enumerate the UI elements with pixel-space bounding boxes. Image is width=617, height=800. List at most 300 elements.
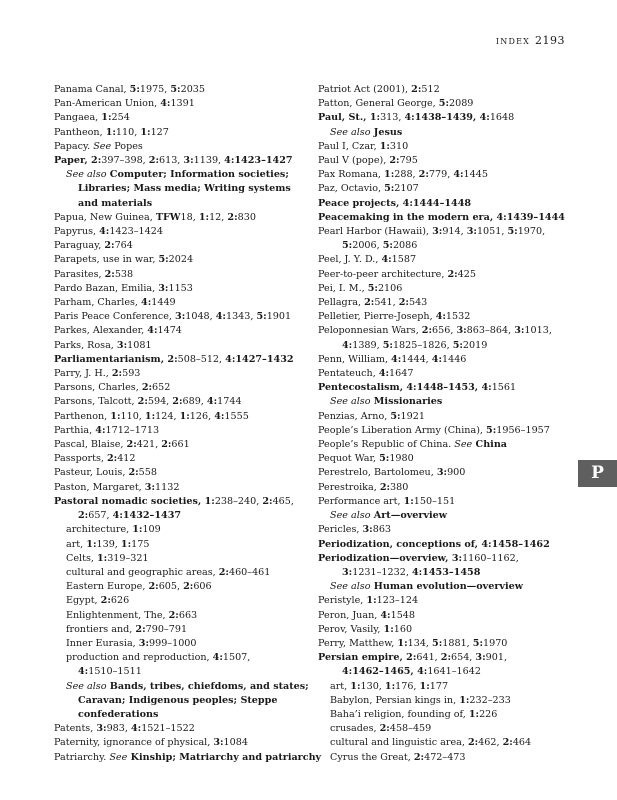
index-entry bbox=[318, 154, 568, 168]
index-entry bbox=[54, 83, 312, 97]
entry-text: 1160–1162, bbox=[462, 552, 519, 564]
entry-text: 2: bbox=[167, 353, 178, 365]
entry-text: 2089 bbox=[448, 98, 474, 110]
entry-text: 2024 bbox=[168, 254, 194, 266]
entry-text: 3: bbox=[436, 467, 448, 479]
entry-text: Penzias, Arno, bbox=[318, 410, 391, 422]
entry-text: 310 bbox=[389, 140, 409, 152]
entry-text: 2: bbox=[104, 240, 115, 252]
entry-text: 3: bbox=[432, 226, 443, 238]
index-entry bbox=[318, 466, 568, 480]
entry-text: China bbox=[472, 439, 508, 451]
entry-text: Patents, bbox=[54, 723, 97, 735]
entry-text: 2: bbox=[161, 439, 172, 451]
entry-text: 124, bbox=[155, 410, 180, 422]
index-entry bbox=[318, 296, 568, 310]
entry-text: 109 bbox=[142, 524, 161, 536]
index-entry bbox=[54, 751, 322, 765]
entry-text: Paris Peace Conference, bbox=[54, 311, 176, 323]
entry-text: 2: bbox=[467, 737, 479, 749]
index-subentry bbox=[318, 126, 568, 140]
entry-text: Parkes, Alexander, bbox=[54, 325, 148, 337]
entry-text: Parsons, Talcott, bbox=[54, 396, 138, 408]
entry-text: 123–124 bbox=[376, 595, 419, 607]
entry-text: 110, bbox=[120, 410, 145, 422]
entry-text: 5: bbox=[158, 254, 169, 266]
index-subentry bbox=[318, 736, 568, 750]
index-subentry bbox=[318, 395, 568, 409]
index-entry bbox=[54, 452, 312, 466]
entry-text: 1343, bbox=[225, 311, 257, 323]
entry-text: See also bbox=[66, 680, 107, 692]
entry-text: See bbox=[93, 140, 112, 152]
index-subentry bbox=[54, 665, 312, 679]
index-entry bbox=[318, 438, 568, 452]
index-entry bbox=[54, 353, 312, 367]
entry-text: 5: bbox=[170, 84, 181, 95]
index-entry bbox=[54, 126, 312, 140]
entry-text: 2: bbox=[183, 581, 194, 593]
entry-text: Parks, Rosa, bbox=[54, 339, 117, 351]
entry-text: 2: bbox=[502, 737, 513, 749]
entry-text: 2107 bbox=[394, 183, 419, 195]
index-entry bbox=[318, 182, 568, 196]
entry-text: 4: bbox=[214, 410, 225, 422]
entry-text: Inner Eurasia, bbox=[66, 637, 139, 649]
entry-text: 2: bbox=[406, 652, 417, 664]
entry-text: 1561 bbox=[491, 382, 517, 394]
index-entry bbox=[318, 609, 568, 623]
index-entry bbox=[318, 310, 568, 324]
entry-text: 1: bbox=[459, 694, 470, 706]
index-subentry bbox=[54, 552, 312, 566]
entry-text: 288, bbox=[394, 169, 419, 181]
entry-text: 139, bbox=[96, 538, 121, 550]
entry-text: 863–864, bbox=[466, 325, 515, 337]
entry-text: architecture, bbox=[66, 524, 133, 536]
entry-text: Babylon, Persian kings in, bbox=[330, 694, 460, 706]
entry-text: 3: bbox=[213, 737, 224, 749]
entry-text: See also bbox=[330, 396, 371, 408]
entry-text: See also bbox=[330, 510, 371, 522]
entry-text: 543 bbox=[408, 297, 428, 309]
entry-text: 1548 bbox=[390, 609, 416, 621]
entry-text: 1051, bbox=[476, 226, 508, 238]
index-entry bbox=[318, 197, 568, 211]
entry-text: Pangaea, bbox=[54, 112, 102, 124]
entry-text: 606 bbox=[193, 581, 212, 593]
entry-text: production and reproduction, bbox=[66, 652, 213, 664]
entry-text: 2: bbox=[100, 595, 111, 607]
entry-text: Jesus bbox=[370, 126, 403, 138]
entry-text: 1132 bbox=[155, 481, 180, 493]
entry-text: Perry, Matthew, bbox=[318, 637, 398, 649]
entry-text: Eastern Europe, bbox=[66, 581, 149, 593]
index-entry bbox=[54, 268, 312, 282]
entry-text: 661 bbox=[171, 439, 190, 451]
entry-text: 1: bbox=[105, 126, 116, 138]
entry-text: 2: bbox=[421, 325, 433, 337]
entry-text: 5: bbox=[342, 240, 353, 252]
entry-text: 1444, bbox=[401, 353, 432, 365]
entry-text: Missionaries bbox=[370, 396, 443, 408]
entry-text: 2: bbox=[227, 211, 238, 223]
index-entry bbox=[54, 324, 312, 338]
index-subentry bbox=[54, 609, 312, 623]
entry-text: crusades, bbox=[330, 723, 380, 735]
index-subentry bbox=[54, 708, 312, 722]
entry-text: 460–461 bbox=[228, 566, 271, 578]
entry-text: 2106 bbox=[377, 282, 403, 294]
index-entry bbox=[318, 268, 568, 282]
entry-text: 160 bbox=[393, 623, 413, 635]
entry-text: See also bbox=[330, 581, 371, 593]
entry-text: 1507, bbox=[222, 652, 251, 664]
entry-text: 1449 bbox=[151, 297, 176, 309]
entry-text: 2: bbox=[106, 453, 118, 465]
entry-text: Paul V (pope), bbox=[318, 155, 390, 167]
entry-text: 1975, bbox=[139, 84, 171, 95]
entry-text: art, bbox=[66, 538, 87, 550]
entry-text: 1921 bbox=[400, 410, 425, 422]
index-entry bbox=[318, 253, 568, 267]
entry-text: 3: bbox=[116, 339, 128, 351]
entry-text: 1: bbox=[419, 680, 430, 692]
entry-text: 4: bbox=[95, 424, 106, 436]
entry-text: Pasteur, Louis, bbox=[54, 467, 129, 479]
entry-text: 254 bbox=[111, 112, 130, 124]
index-subentry bbox=[318, 722, 568, 736]
entry-text: 5: bbox=[486, 424, 497, 436]
entry-text: 3: bbox=[466, 226, 477, 238]
entry-text: 458–459 bbox=[389, 723, 432, 735]
entry-text: Paz, Octavio, bbox=[318, 183, 385, 195]
entry-text: Popes bbox=[111, 140, 143, 152]
entry-text: Pequot War, bbox=[318, 453, 380, 465]
index-subentry bbox=[54, 168, 312, 182]
entry-text: 1825–1826, bbox=[392, 339, 453, 351]
entry-text: 465, bbox=[272, 495, 294, 507]
entry-text: 1647 bbox=[389, 368, 414, 380]
entry-text: 541, bbox=[374, 297, 399, 309]
entry-text: 1446 bbox=[442, 353, 467, 365]
entry-text: 1474 bbox=[157, 325, 182, 337]
index-entry bbox=[54, 310, 312, 324]
entry-text: Pascal, Blaise, bbox=[54, 439, 127, 451]
index-subentry bbox=[318, 708, 568, 722]
entry-text: 1081 bbox=[127, 339, 152, 351]
entry-text: Parry, J. H., bbox=[54, 368, 112, 380]
entry-text: Pastoral nomadic societies, bbox=[54, 495, 205, 507]
entry-text: Paraguay, bbox=[54, 240, 105, 252]
entry-text: 593 bbox=[122, 368, 141, 380]
entry-text: 626 bbox=[110, 595, 130, 607]
entry-text: 2: bbox=[126, 439, 137, 451]
index-entry bbox=[318, 211, 568, 225]
index-entry bbox=[54, 97, 312, 111]
entry-text: 2: bbox=[379, 723, 390, 735]
index-subentry bbox=[54, 637, 312, 651]
entry-text: 4:1427–1432 bbox=[225, 353, 294, 365]
entry-text: Bands, tribes, chiefdoms, and states; bbox=[106, 680, 309, 692]
header-index-word: INDEX bbox=[495, 37, 530, 46]
entry-text: Baha’i religion, founding of, bbox=[330, 708, 469, 720]
entry-text: Parthenon, bbox=[54, 410, 111, 422]
entry-text: 4:1438–1439, bbox=[404, 112, 480, 124]
entry-text: Passports, bbox=[54, 453, 107, 465]
entry-text: 4: bbox=[206, 396, 218, 408]
index-entry bbox=[318, 282, 568, 296]
index-entry bbox=[318, 538, 568, 552]
entry-text: 1555 bbox=[224, 410, 249, 422]
entry-text: 1389, bbox=[352, 339, 383, 351]
entry-text: 412 bbox=[117, 453, 136, 465]
entry-text: 4: bbox=[380, 609, 391, 621]
entry-text: Penn, William, bbox=[318, 353, 392, 365]
entry-text: Pentateuch, bbox=[318, 368, 379, 380]
entry-text: 900 bbox=[447, 467, 466, 479]
entry-text: 594, bbox=[147, 396, 173, 408]
entry-text: 2: bbox=[78, 510, 89, 522]
entry-text: Panama Canal, bbox=[54, 84, 130, 95]
index-column-left bbox=[54, 83, 322, 765]
entry-text: Paul, St., bbox=[318, 112, 370, 124]
entry-text: 779, bbox=[428, 169, 454, 181]
entry-text: 5: bbox=[382, 339, 393, 351]
entry-text: 512 bbox=[421, 84, 440, 95]
entry-text: 4:1462–1465, bbox=[342, 666, 418, 678]
entry-text: 4: bbox=[160, 98, 171, 110]
entry-text: 1901 bbox=[266, 311, 292, 323]
index-entry bbox=[318, 381, 568, 395]
index-entry bbox=[54, 367, 312, 381]
entry-text: 1: bbox=[397, 637, 408, 649]
entry-text: 1: bbox=[350, 680, 361, 692]
index-entry bbox=[54, 253, 312, 267]
entry-text: 3: bbox=[138, 637, 149, 649]
entry-text: 464 bbox=[512, 737, 532, 749]
entry-text: Paston, Margaret, bbox=[54, 481, 145, 493]
entry-text: 2: bbox=[172, 396, 183, 408]
index-subentry bbox=[54, 594, 312, 608]
index-entry bbox=[318, 452, 568, 466]
entry-text: 238–240, bbox=[214, 495, 263, 507]
entry-text: 1: bbox=[369, 112, 381, 124]
entry-text: Paper, bbox=[54, 155, 92, 167]
entry-text: 2: bbox=[91, 155, 102, 167]
entry-text: Perestrelo, Bartolomeu, bbox=[318, 467, 437, 479]
entry-text: Enlightenment, The, bbox=[66, 609, 169, 621]
entry-text: 1048, bbox=[185, 311, 216, 323]
entry-text: 1712–1713 bbox=[105, 424, 160, 436]
entry-text: 1: bbox=[384, 169, 395, 181]
entry-text: 126, bbox=[189, 410, 215, 422]
entry-text: cultural and linguistic area, bbox=[330, 737, 468, 749]
entry-text: 3: bbox=[475, 652, 486, 664]
index-entry bbox=[318, 140, 568, 154]
entry-text: 605, bbox=[158, 581, 184, 593]
entry-text: 508–512, bbox=[177, 353, 226, 365]
entry-text: Peristyle, bbox=[318, 595, 367, 607]
entry-text: 2: bbox=[440, 652, 451, 664]
entry-text: 764 bbox=[114, 240, 133, 252]
entry-text: 110, bbox=[115, 126, 141, 138]
entry-text: Persian empire, bbox=[318, 652, 407, 664]
entry-text: See also bbox=[330, 126, 371, 138]
entry-text: 1: bbox=[179, 410, 190, 422]
entry-text: 1: bbox=[383, 623, 394, 635]
entry-text: 232–233 bbox=[469, 694, 511, 706]
entry-text: Caravan; Indigenous peoples; Steppe bbox=[78, 694, 278, 706]
entry-text: 4:1432–1437 bbox=[112, 510, 182, 522]
entry-text: Human evolution—overview bbox=[370, 581, 523, 593]
entry-text: 4: bbox=[147, 325, 158, 337]
entry-text: Pellagra, bbox=[318, 297, 365, 309]
entry-text: 2035 bbox=[180, 84, 206, 95]
entry-text: 4: bbox=[99, 226, 110, 238]
index-entry bbox=[318, 324, 568, 338]
entry-text: TFW bbox=[155, 211, 181, 223]
entry-text: 134, bbox=[407, 637, 433, 649]
entry-text: 613, bbox=[159, 155, 184, 167]
entry-text: See bbox=[109, 751, 128, 763]
index-subentry bbox=[318, 751, 568, 765]
entry-text: 5: bbox=[129, 84, 140, 95]
entry-text: 1: bbox=[204, 495, 215, 507]
entry-text: 4: bbox=[381, 254, 392, 266]
entry-text: Peloponnesian Wars, bbox=[318, 325, 422, 337]
entry-text: 1510–1511 bbox=[88, 666, 142, 678]
entry-text: 3: bbox=[144, 481, 156, 493]
entry-text: 5: bbox=[256, 311, 267, 323]
index-subentry bbox=[54, 538, 312, 552]
entry-text: 2: bbox=[398, 297, 409, 309]
index-entry bbox=[54, 424, 312, 438]
index-entry bbox=[318, 367, 568, 381]
entry-text: 4: bbox=[78, 666, 89, 678]
entry-text: Parapets, use in war, bbox=[54, 254, 159, 266]
index-subentry bbox=[54, 182, 312, 196]
entry-text: 5: bbox=[438, 98, 449, 110]
entry-text: People’s Liberation Army (China), bbox=[318, 424, 487, 436]
entry-text: Pelletier, Pierre-Joseph, bbox=[318, 311, 436, 323]
entry-text: Parasites, bbox=[54, 268, 105, 280]
entry-text: 1: bbox=[379, 140, 390, 152]
index-subentry bbox=[318, 580, 568, 594]
index-entry bbox=[54, 282, 312, 296]
index-subentry bbox=[318, 694, 568, 708]
index-entry bbox=[318, 552, 568, 566]
section-letter-tab: P bbox=[578, 460, 617, 487]
entry-text: 654, bbox=[451, 652, 476, 664]
entry-text: 5: bbox=[507, 226, 518, 238]
entry-text: 656, bbox=[432, 325, 457, 337]
entry-text: 3: bbox=[96, 723, 107, 735]
entry-text: Parham, Charles, bbox=[54, 297, 142, 309]
entry-text: 1970, bbox=[517, 226, 546, 238]
entry-text: 5: bbox=[367, 282, 378, 294]
index-entry bbox=[54, 722, 312, 736]
entry-text: 176, bbox=[395, 680, 420, 692]
entry-text: Peacemaking in the modern era, 4:1439–1444 bbox=[318, 211, 565, 223]
entry-text: 1: bbox=[140, 126, 151, 138]
entry-text: 2: bbox=[128, 467, 139, 479]
entry-text: Papua, New Guinea, bbox=[54, 211, 156, 223]
index-subentry bbox=[54, 509, 312, 523]
entry-text: 5: bbox=[472, 637, 483, 649]
entry-text: 3: bbox=[183, 155, 194, 167]
entry-text: Pardo Bazan, Emilia, bbox=[54, 282, 159, 294]
entry-text: 5: bbox=[432, 637, 443, 649]
index-entry bbox=[54, 225, 312, 239]
entry-text: Peron, Juan, bbox=[318, 609, 381, 621]
entry-text: 4: bbox=[479, 112, 490, 124]
entry-text: 3: bbox=[456, 325, 467, 337]
entry-text: Perestroika, bbox=[318, 481, 380, 493]
entry-text: Pei, I. M., bbox=[318, 282, 368, 294]
entry-text: 795 bbox=[399, 155, 418, 167]
entry-text: 1: bbox=[198, 211, 210, 223]
index-entry bbox=[54, 438, 312, 452]
entry-text: 177 bbox=[429, 680, 449, 692]
index-entry bbox=[54, 466, 312, 480]
entry-text: Patriot Act (2001), bbox=[318, 84, 412, 95]
entry-text: 983, bbox=[106, 723, 131, 735]
entry-text: 1153 bbox=[168, 282, 193, 294]
entry-text: 1423–1424 bbox=[109, 226, 163, 238]
index-entry bbox=[318, 168, 568, 182]
entry-text: See also bbox=[66, 169, 107, 181]
entry-text: Peer-to-peer architecture, bbox=[318, 268, 448, 280]
entry-text: 2: bbox=[148, 581, 159, 593]
index-column-right bbox=[318, 83, 568, 765]
index-entry bbox=[318, 481, 568, 495]
entry-text: Periodization, conceptions of, 4:1458–1462 bbox=[318, 538, 550, 550]
entry-text: 1231–1232, bbox=[352, 566, 412, 578]
entry-text: 1: bbox=[468, 708, 480, 720]
entry-text: 5: bbox=[452, 339, 463, 351]
index-entry bbox=[54, 296, 312, 310]
entry-text: 3: bbox=[175, 311, 186, 323]
entry-text: 1013, bbox=[524, 325, 552, 337]
entry-text: 1: bbox=[366, 595, 377, 607]
entry-text: Peace projects, 4:1444–1448 bbox=[318, 197, 472, 209]
index-subentry bbox=[54, 197, 312, 211]
entry-text: 1: bbox=[101, 112, 112, 124]
entry-text: 3: bbox=[158, 282, 169, 294]
entry-text: 914, bbox=[442, 226, 467, 238]
index-entry bbox=[54, 410, 312, 424]
entry-text: Parliamentarianism, bbox=[54, 353, 168, 365]
index-entry bbox=[318, 410, 568, 424]
entry-text: 2: bbox=[111, 368, 123, 380]
entry-text: 4: bbox=[391, 353, 402, 365]
index-subentry bbox=[318, 566, 568, 580]
entry-text: 4: bbox=[435, 311, 446, 323]
index-entry bbox=[318, 353, 568, 367]
entry-text: 4: bbox=[378, 368, 390, 380]
entry-text: 790–791 bbox=[145, 623, 188, 635]
entry-text: 2: bbox=[137, 396, 148, 408]
entry-text: 4: bbox=[431, 353, 442, 365]
entry-text: Patriarchy. bbox=[54, 751, 110, 763]
entry-text: Papyrus, bbox=[54, 226, 100, 238]
entry-text: 3: bbox=[451, 552, 463, 564]
entry-text: Cyrus the Great, bbox=[330, 751, 414, 763]
entry-text: 1: bbox=[110, 410, 121, 422]
entry-text: 2: bbox=[218, 566, 229, 578]
entry-text: 2: bbox=[379, 481, 391, 493]
